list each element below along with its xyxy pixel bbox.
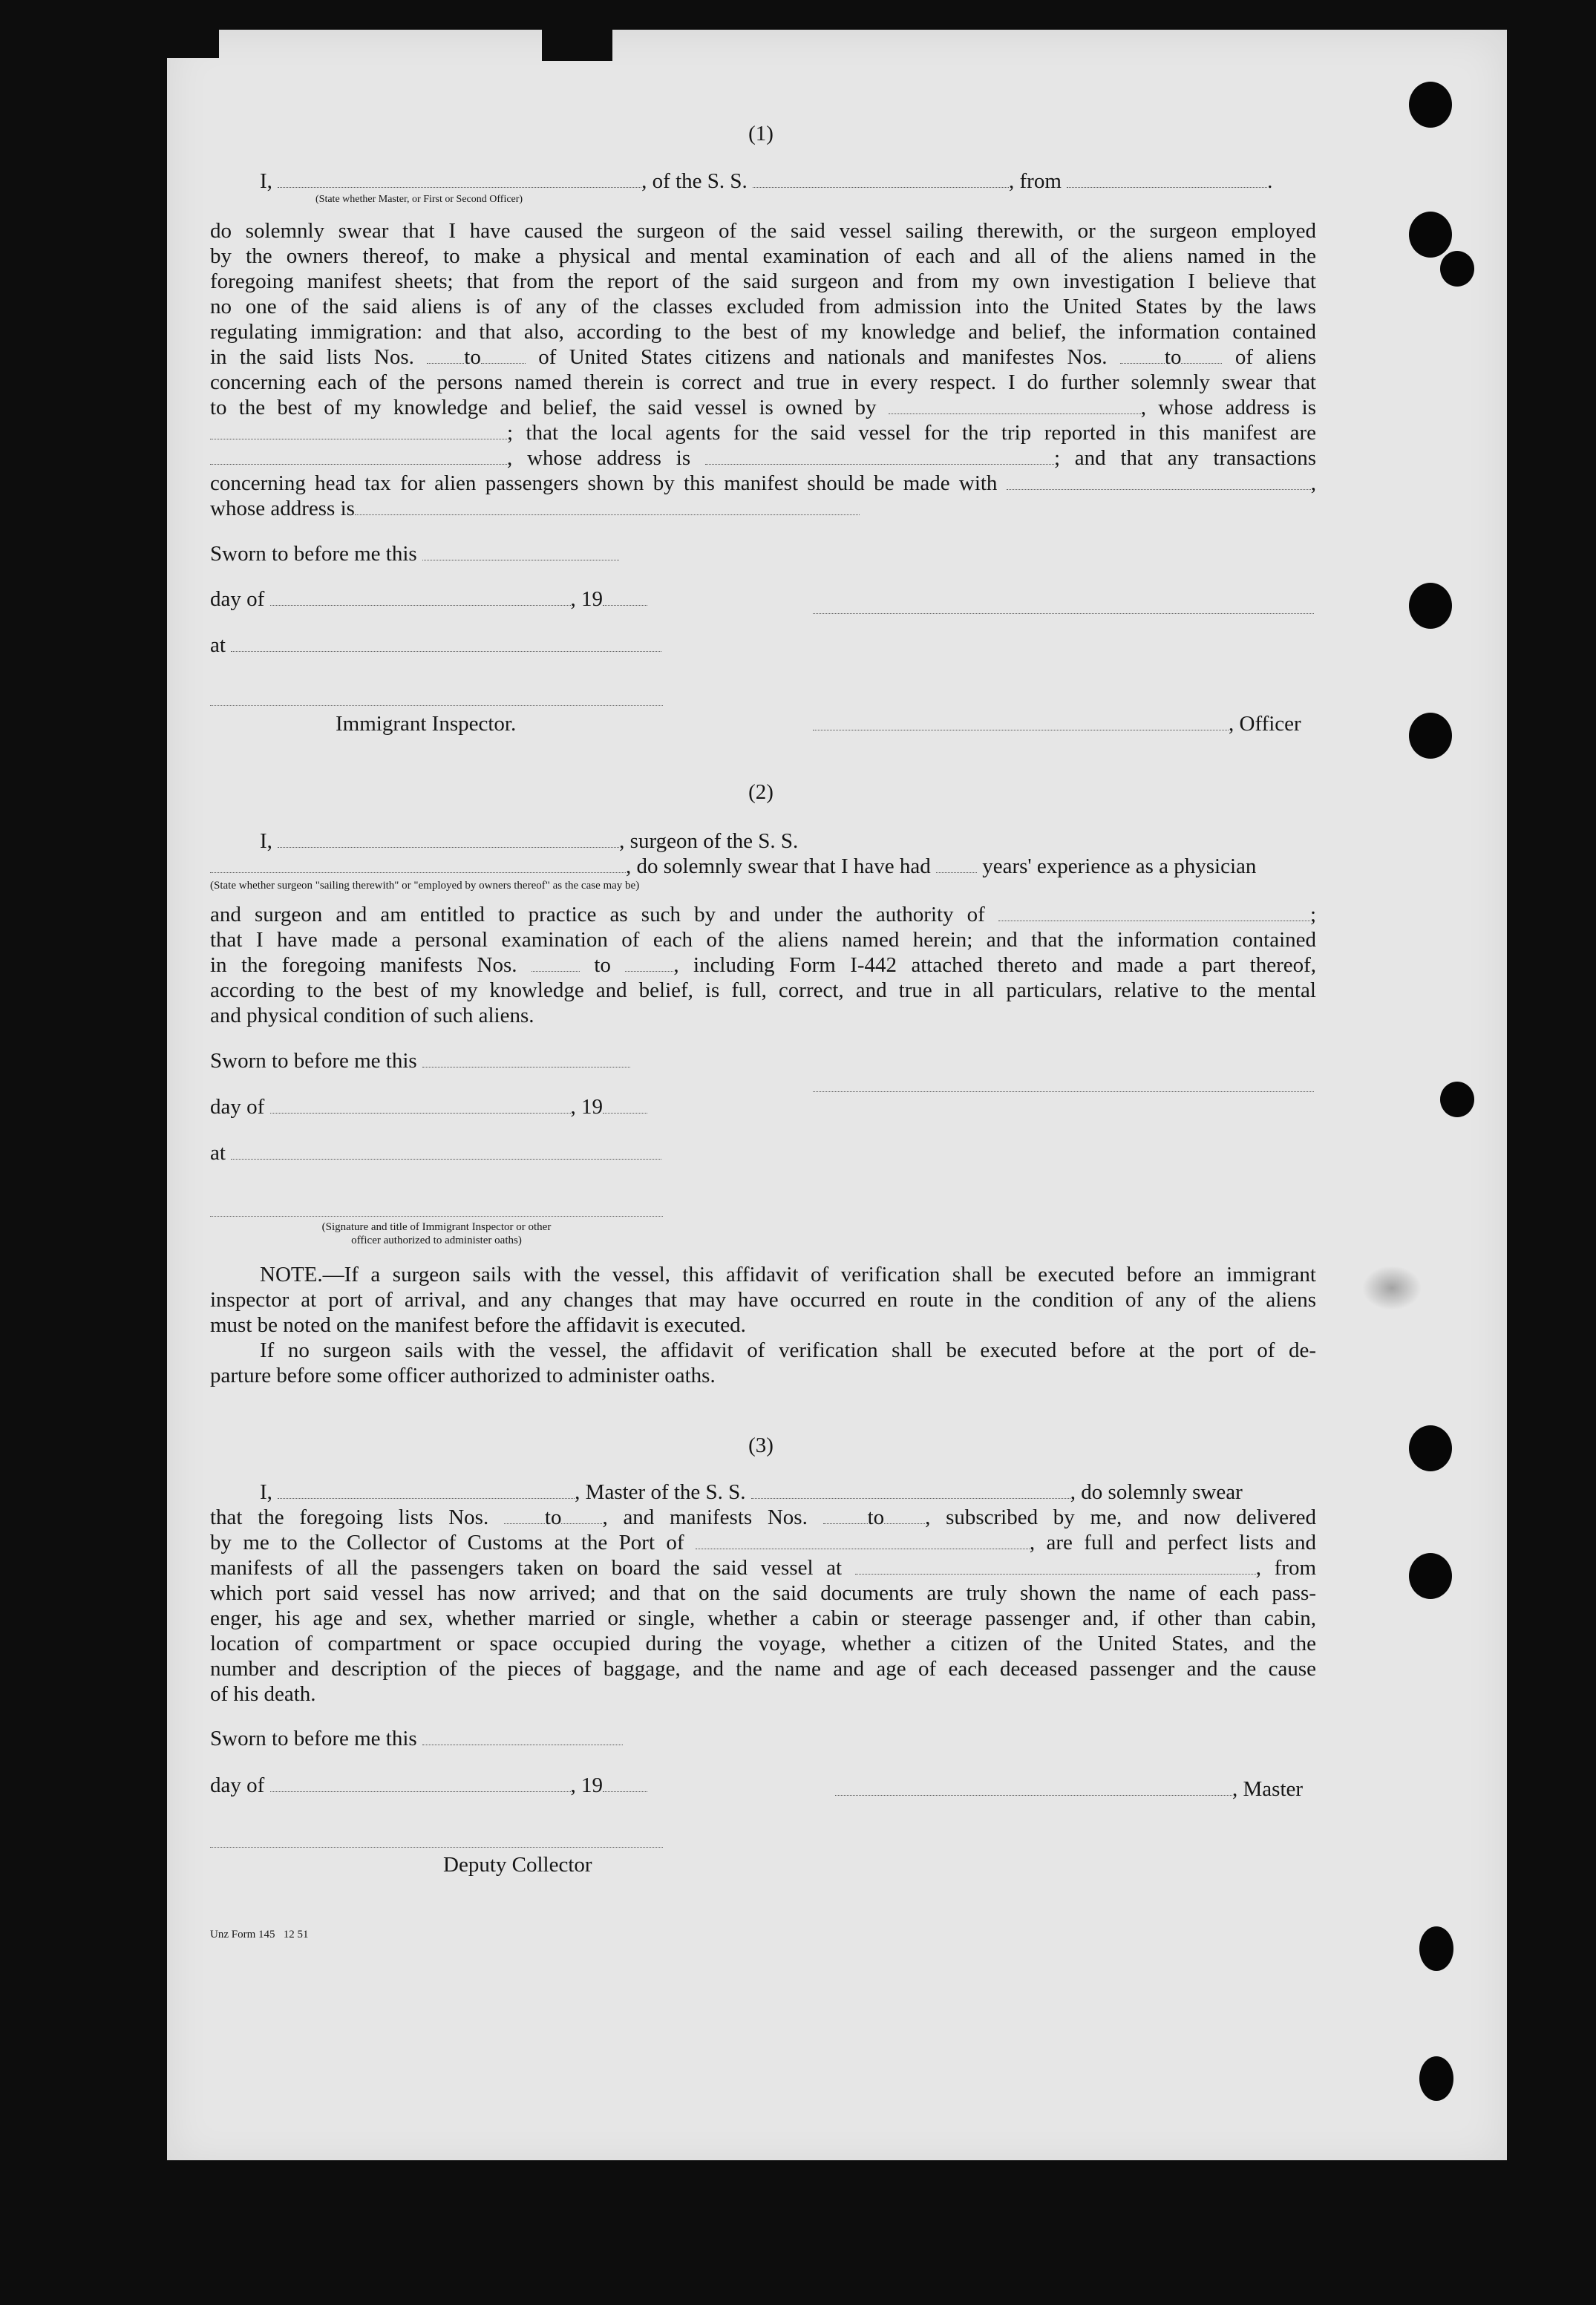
- s2-signature-caption: (Signature and title of Immigrant Inspector or other: [321, 1221, 552, 1233]
- s2-signature-caption: officer authorized to administer oaths): [351, 1235, 522, 1246]
- s1-para-line: by the owners thereof, to make a physical and mental examination of each and all of the aliens named in the: [210, 244, 1316, 268]
- s3-para-line: of his death.: [210, 1682, 316, 1706]
- binder-hole: [1409, 1553, 1452, 1599]
- s2-para-line: in the foregoing manifests Nos. to , including Form I-442 attached thereto and made a part thereof,: [210, 953, 1317, 977]
- section-3-number: (3): [748, 1433, 774, 1457]
- s3-para-line: which port said vessel has now arrived; and that on the said documents are truly shown the name of each pass-: [210, 1581, 1316, 1605]
- binder-hole: [1409, 713, 1452, 759]
- torn-edge: [167, 30, 219, 58]
- s1-para-line: ; that the local agents for the said vessel for the trip reported in this manifest are: [210, 420, 1316, 445]
- binder-hole: [1409, 82, 1452, 128]
- s1-para-line: regulating immigration: and that also, according to the best of my knowledge and belief, the information contained: [210, 320, 1316, 344]
- s1-para-line: in the said lists Nos. to of United States citizens and nationals and manifestes Nos. to of aliens: [210, 345, 1317, 369]
- s2-surgeon-signature-line: [813, 1091, 1314, 1092]
- s2-para-line: according to the best of my knowledge and belief, is full, correct, and true in all particulars, relative to the mental: [210, 978, 1316, 1002]
- torn-edge: [542, 30, 612, 61]
- s2-note-line: NOTE.—If a surgeon sails with the vessel, this affidavit of verification shall be executed before an immigrant: [260, 1263, 1316, 1286]
- s2-para-line: and physical condition of such aliens.: [210, 1004, 534, 1027]
- s1-para-line: to the best of my knowledge and belief, the said vessel is owned by , whose address is: [210, 396, 1317, 419]
- section-2-number: (2): [748, 780, 774, 804]
- s2-note-line: must be noted on the manifest before the affidavit is executed.: [210, 1313, 746, 1337]
- s2-day-line: day of , 19: [210, 1094, 647, 1119]
- s2-note-line: inspector at port of arrival, and any changes that may have occurred en route in the condition of any of the aliens: [210, 1288, 1316, 1312]
- s3-collector-signature-line: [210, 1847, 663, 1848]
- s3-para-line: manifests of all the passengers taken on board the said vessel at , from: [210, 1556, 1317, 1580]
- torn-edge: [167, 2160, 1507, 2168]
- s1-para-line: concerning head tax for alien passengers shown by this manifest should be made with ,: [210, 471, 1317, 495]
- binder-hole: [1409, 212, 1452, 258]
- fingerprint-smudge: [1362, 1266, 1422, 1310]
- s2-note-line: If no surgeon sails with the vessel, the affidavit of verification shall be executed before at the port of de-: [260, 1338, 1316, 1362]
- s3-day-line: day of , 19: [210, 1773, 647, 1798]
- s2-inspector-signature-line: [210, 1216, 663, 1217]
- s1-inspector-label: Immigrant Inspector.: [336, 712, 517, 736]
- s1-para-line: foregoing manifest sheets; that from the report of the said surgeon and from my own investigation I believe that: [210, 269, 1316, 293]
- s3-para-line: by me to the Collector of Customs at the Port of , are full and perfect lists and: [210, 1531, 1316, 1554]
- s1-at-line: at: [210, 632, 661, 658]
- s2-line2: , do solemnly swear that I have had years' experience as a physician: [210, 854, 1256, 879]
- s1-para-line: , whose address is ; and that any transactions: [210, 445, 1316, 471]
- binder-hole: [1419, 2056, 1453, 2101]
- s1-day-line: day of , 19: [210, 586, 647, 612]
- s1-para-line: do solemnly swear that I have caused the surgeon of the said vessel sailing therewith, or the surgeon employed: [210, 219, 1316, 243]
- s1-officer-line: , Officer: [813, 711, 1301, 736]
- s1-officer-hint: (State whether Master, or First or Second Officer): [315, 194, 523, 205]
- s3-line1: I, , Master of the S. S. , do solemnly swear: [260, 1480, 1243, 1504]
- s3-para-line: enger, his age and sex, whether married or single, whether a cabin or steerage passenger and, if other than cabin,: [210, 1606, 1316, 1630]
- s1-line1: I, , of the S. S. , from .: [260, 169, 1273, 193]
- form-number: Unz Form 145 12 51: [210, 1929, 309, 1941]
- s3-master-line: , Master: [835, 1776, 1303, 1802]
- s3-para-line: location of compartment or space occupied during the voyage, whether a citizen of the United States, and the: [210, 1632, 1316, 1655]
- s3-para-line: number and description of the pieces of baggage, and the name and age of each deceased passenger and the cause: [210, 1657, 1316, 1681]
- s1-sworn-line: Sworn to before me this: [210, 541, 619, 566]
- binder-hole: [1440, 251, 1474, 287]
- s2-para-line: and surgeon and am entitled to practice as such by and under the authority of ;: [210, 903, 1317, 926]
- s1-para-line: concerning each of the persons named therein is correct and true in every respect. I do further solemnly swear that: [210, 370, 1316, 394]
- s1-para-line: no one of the said aliens is of any of the classes excluded from admission into the United States by the laws: [210, 295, 1316, 318]
- s3-deputy-label: Deputy Collector: [443, 1853, 592, 1877]
- s2-para-line: that I have made a personal examination of each of the aliens named herein; and that the information contained: [210, 928, 1316, 952]
- s1-para-line: whose address is: [210, 496, 860, 521]
- s2-line1: I, , surgeon of the S. S.: [260, 829, 799, 853]
- section-1-number: (1): [748, 122, 774, 146]
- binder-hole: [1409, 1425, 1452, 1471]
- s2-sworn-line: Sworn to before me this: [210, 1048, 630, 1073]
- binder-hole: [1440, 1082, 1474, 1117]
- s3-sworn-line: Sworn to before me this: [210, 1726, 623, 1751]
- s2-surgeon-hint: (State whether surgeon "sailing therewith" or "employed by owners thereof" as the case may be): [210, 880, 640, 892]
- s3-para-line: that the foregoing lists Nos. to , and manifests Nos. to , subscribed by me, and now delivered: [210, 1505, 1317, 1529]
- binder-hole: [1419, 1926, 1453, 1971]
- s1-inspector-signature-line: [210, 705, 663, 706]
- s1-officer-signature-line: [813, 613, 1314, 614]
- s2-note-line: parture before some officer authorized to administer oaths.: [210, 1364, 716, 1387]
- binder-hole: [1409, 583, 1452, 629]
- s2-at-line: at: [210, 1140, 661, 1165]
